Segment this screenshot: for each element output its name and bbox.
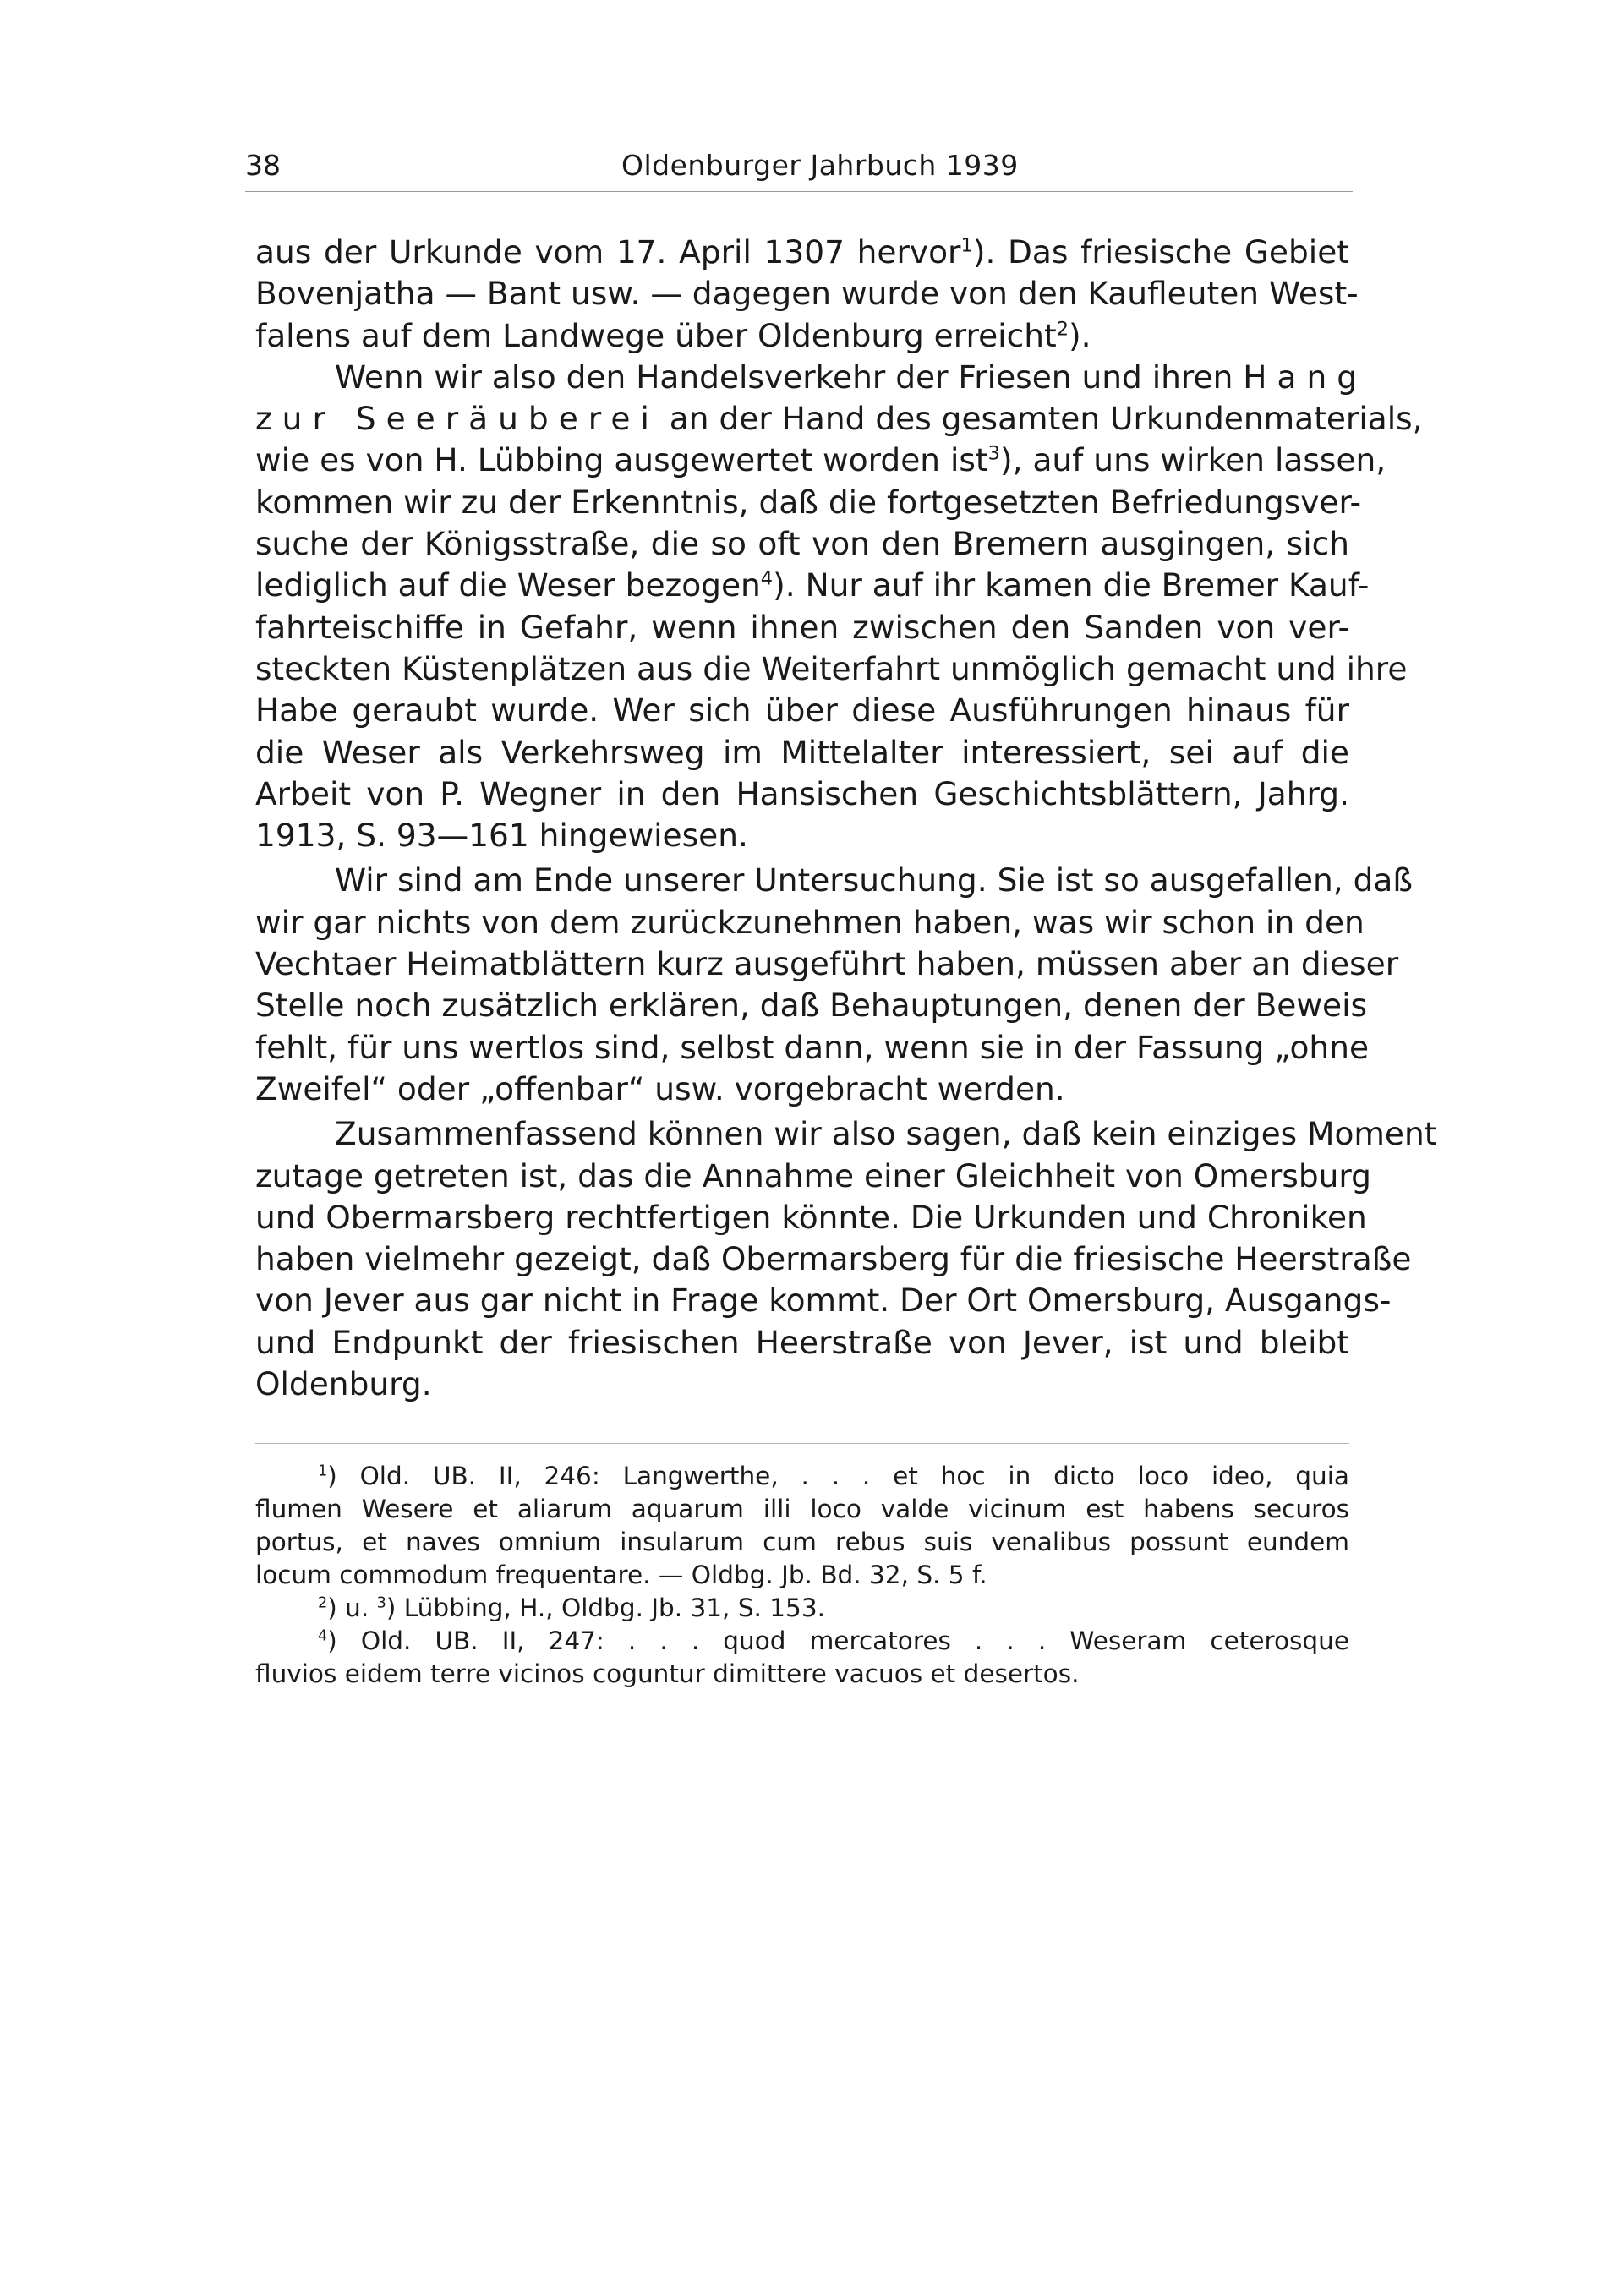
body-line: und Endpunkt der friesischen Heerstraße von Jever, ist und bleibt bbox=[255, 1323, 1349, 1361]
footnotes bbox=[255, 1460, 1349, 1691]
footnote-ref: 4 bbox=[760, 567, 774, 590]
footnote-marker: 3 bbox=[376, 1594, 386, 1612]
body-line: lediglich auf die Weser bezogen$^4$). Nur auf ihr kamen die Bremer Kauf- bbox=[255, 566, 1370, 604]
body-line: die Weser als Verkehrsweg im Mittelalter interessiert, sei auf die bbox=[255, 733, 1349, 771]
body-line: Zusammenfassend können wir also sagen, daß kein einziges Moment bbox=[335, 1115, 1437, 1153]
footnote-line: portus, et naves omnium insularum cum rebus suis venalibus possunt eundem bbox=[255, 1528, 1349, 1556]
header-rule bbox=[245, 191, 1353, 192]
emphasis-spaced: Hang bbox=[1243, 358, 1368, 396]
emphasis-spaced: zur Seeräuberei bbox=[255, 400, 659, 438]
footnote-line: $^4$) Old. UB. II, 247: . . . quod mercatores . . . Weseram ceterosque bbox=[318, 1626, 1349, 1655]
footnote-line: $^1$) Old. UB. II, 246: Langwerthe, . . . et hoc in dicto loco ideo, quia bbox=[318, 1462, 1349, 1490]
page-header bbox=[245, 144, 1353, 188]
body-line: Bovenjatha — Bant usw. — dagegen wurde von den Kaufleuten West- bbox=[255, 275, 1359, 313]
body-line: Wir sind am Ende unserer Untersuchung. Sie ist so ausgefallen, daß bbox=[335, 861, 1414, 899]
body-line: haben vielmehr gezeigt, daß Obermarsberg für die friesische Heerstraße bbox=[255, 1240, 1412, 1278]
footnote-line: $^2$) u. $^3$) Lübbing, H., Oldbg. Jb. 31, S. 153. bbox=[318, 1594, 825, 1622]
body-line: steckten Küstenplätzen aus die Weiterfahrt unmöglich gemacht und ihre bbox=[255, 649, 1408, 687]
body-line: suche der Königsstraße, die so oft von den Bremern ausgingen, sich bbox=[255, 525, 1349, 563]
body-line: fahrteischiffe in Gefahr, wenn ihnen zwischen den Sanden von ver- bbox=[255, 608, 1349, 646]
body-line: Stelle noch zusätzlich erklären, daß Behauptungen, denen der Beweis bbox=[255, 987, 1368, 1025]
body-line: und Obermarsberg rechtfertigen könnte. Die Urkunden und Chroniken bbox=[255, 1198, 1367, 1236]
footnote-marker: 1 bbox=[318, 1462, 328, 1480]
footnote-marker: 4 bbox=[318, 1627, 328, 1645]
body-line: von Jever aus gar nicht in Frage kommt. Der Ort Omersburg, Ausgangs- bbox=[255, 1282, 1392, 1320]
body-line: zutage getreten ist, das die Annahme einer Gleichheit von Omersburg bbox=[255, 1156, 1371, 1194]
footnote-line: flumen Wesere et aliarum aquarum illi loco valde vicinum est habens securos bbox=[255, 1495, 1349, 1523]
body-line: Arbeit von P. Wegner in den Hansischen Geschichtsblättern, Jahrg. bbox=[255, 774, 1349, 812]
body-line: fehlt, für uns wertlos sind, selbst dann, wenn sie in der Fassung „ohne bbox=[255, 1028, 1370, 1066]
body-line: zur Seeräuberei an der Hand des gesamten Urkundenmaterials, bbox=[255, 400, 1423, 438]
body-line: Habe geraubt wurde. Wer sich über diese Ausführungen hinaus für bbox=[255, 692, 1349, 730]
body-line: Vechtaer Heimatblättern kurz ausgeführt haben, müssen aber an dieser bbox=[255, 945, 1399, 983]
body-line: falens auf dem Landwege über Oldenburg erreicht$^2$). bbox=[255, 316, 1091, 354]
footnote-rule bbox=[255, 1443, 1349, 1444]
footnote-ref: 2 bbox=[1056, 318, 1069, 341]
body-line: kommen wir zu der Erkenntnis, daß die fortgesetzten Befriedungsver- bbox=[255, 483, 1362, 521]
footnote-marker: 2 bbox=[318, 1594, 328, 1612]
footnote-ref: 1 bbox=[960, 234, 973, 257]
body-line: Oldenburg. bbox=[255, 1365, 432, 1403]
footnote-ref: 3 bbox=[987, 442, 1000, 465]
body-text bbox=[255, 232, 1437, 1405]
body-line: wir gar nichts von dem zurückzunehmen haben, was wir schon in den bbox=[255, 903, 1365, 941]
footnote-line: locum commodum frequentare. — Oldbg. Jb. Bd. 32, S. 5 f. bbox=[255, 1561, 987, 1589]
body-line: 1913, S. 93—161 hingewiesen. bbox=[255, 817, 748, 855]
running-title: Oldenburger Jahrbuch 1939 bbox=[621, 149, 1019, 182]
footnote-line: fluvios eidem terre vicinos coguntur dimittere vacuos et desertos. bbox=[255, 1659, 1080, 1688]
body-line: Zweifel“ oder „offenbar“ usw. vorgebracht werden. bbox=[255, 1069, 1065, 1107]
body-line: Wenn wir also den Handelsverkehr der Friesen und ihren Hang bbox=[335, 358, 1368, 396]
body-line: aus der Urkunde vom 17. April 1307 hervor$^1$). Das friesische Gebiet bbox=[255, 233, 1349, 271]
body-line: wie es von H. Lübbing ausgewertet worden ist$^3$), auf uns wirken lassen, bbox=[255, 441, 1386, 479]
page-number: 38 bbox=[245, 149, 281, 182]
